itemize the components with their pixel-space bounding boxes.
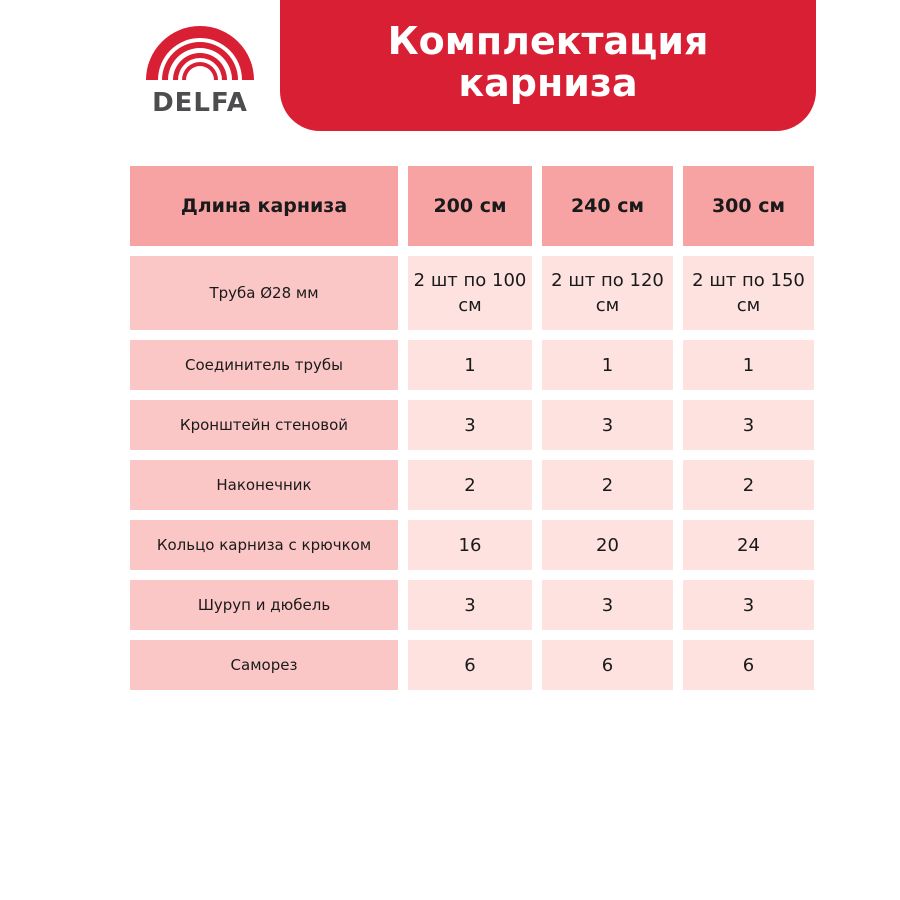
specification-table [120,156,824,700]
table-row [130,580,814,630]
row-label: Саморез [130,640,398,690]
cell-value: 24 [683,520,814,570]
column-header-200: 200 см [408,166,532,246]
table-row [130,400,814,450]
row-label: Кронштейн стеновой [130,400,398,450]
cell-value: 2 [408,460,532,510]
delfa-logo [140,14,260,118]
table-row [130,460,814,510]
table-row [130,340,814,390]
cell-value: 6 [408,640,532,690]
cell-value: 2 [683,460,814,510]
cell-value: 3 [683,580,814,630]
cell-value: 1 [683,340,814,390]
cell-value: 6 [683,640,814,690]
cell-value: 3 [542,580,673,630]
cell-value: 16 [408,520,532,570]
row-label: Соединитель трубы [130,340,398,390]
page-title-line-2: карниза [458,61,638,105]
cell-value: 2 [542,460,673,510]
cell-value: 3 [408,580,532,630]
row-label: Кольцо карниза с крючком [130,520,398,570]
row-label: Наконечник [130,460,398,510]
rainbow-arc-icon [140,14,260,92]
cell-value: 3 [542,400,673,450]
table-row [130,520,814,570]
column-header-length: Длина карниза [130,166,398,246]
column-header-300: 300 см [683,166,814,246]
table-header-row [130,166,814,246]
row-label: Шуруп и дюбель [130,580,398,630]
cell-value: 1 [408,340,532,390]
header-banner [280,0,816,131]
row-label: Труба Ø28 мм [130,256,398,330]
logo-text: DELFA [152,88,248,118]
column-header-240: 240 см [542,166,673,246]
cell-value: 3 [683,400,814,450]
cell-value: 1 [542,340,673,390]
cell-value: 3 [408,400,532,450]
cell-value: 2 шт по 120 см [542,256,673,330]
cell-value: 6 [542,640,673,690]
cell-value: 20 [542,520,673,570]
page-title-line-1: Комплектация [387,19,709,63]
cell-value: 2 шт по 100 см [408,256,532,330]
cell-value: 2 шт по 150 см [683,256,814,330]
table-row [130,256,814,330]
table-row [130,640,814,690]
